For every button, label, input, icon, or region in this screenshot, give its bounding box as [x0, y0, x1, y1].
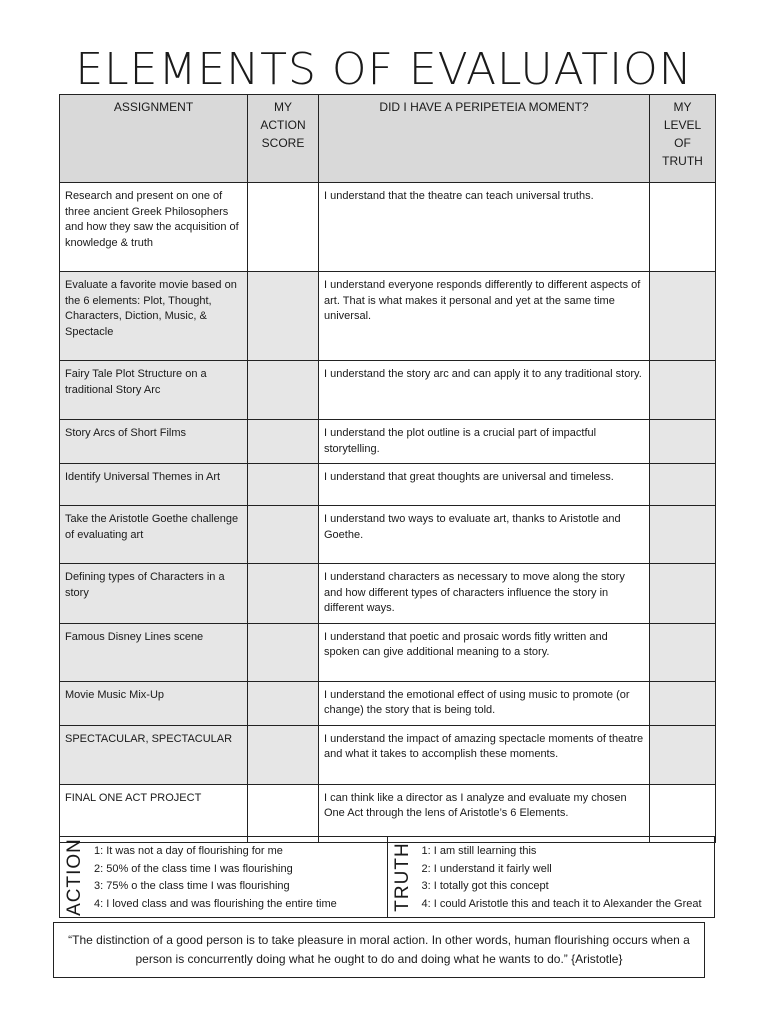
- truth-level-field[interactable]: [650, 623, 716, 681]
- legend-item: 2: 50% of the class time I was flourishing: [94, 862, 293, 875]
- action-score-field[interactable]: [248, 623, 319, 681]
- table-row: [60, 464, 716, 506]
- table-row: [60, 623, 716, 681]
- truth-level-field[interactable]: [650, 725, 716, 784]
- assignment-cell: Identify Universal Themes in Art: [60, 464, 248, 506]
- assignment-cell: Evaluate a favorite movie based on the 6 elements: Plot, Thought, Characters, Diction, Music, & Spectacle: [60, 272, 248, 361]
- assignment-cell: Take the Aristotle Goethe challenge of evaluating art: [60, 506, 248, 564]
- moment-cell: I understand that great thoughts are universal and timeless.: [319, 464, 650, 506]
- aristotle-quote: “The distinction of a good person is to take pleasure in moral action. In other words, human flourishing occurs when a person is concurrently doing what he ought to do and doing what he wants to do.” {Aristotle}: [53, 922, 705, 978]
- action-score-field[interactable]: [248, 564, 319, 624]
- action-legend: [60, 837, 388, 917]
- moment-cell: I understand the plot outline is a crucial part of impactful storytelling.: [319, 420, 650, 464]
- truth-level-field[interactable]: [650, 420, 716, 464]
- truth-level-field[interactable]: [650, 272, 716, 361]
- action-score-field[interactable]: [248, 464, 319, 506]
- table-row: [60, 564, 716, 624]
- truth-level-field[interactable]: [650, 681, 716, 725]
- header-assignment: ASSIGNMENT: [60, 95, 248, 183]
- header-action-score: MY ACTION SCORE: [248, 95, 319, 183]
- legend-item: 4: I loved class and was flourishing the entire time: [94, 897, 337, 910]
- legend-item: 3: I totally got this concept: [421, 880, 549, 892]
- assignment-cell: Movie Music Mix-Up: [60, 681, 248, 725]
- action-legend-list: [90, 837, 337, 917]
- table-header-row: [60, 95, 716, 183]
- truth-legend-list: [418, 837, 702, 917]
- truth-legend-label: TRUTH: [391, 842, 413, 912]
- moment-cell: I understand two ways to evaluate art, thanks to Aristotle and Goethe.: [319, 506, 650, 564]
- assignment-cell: Research and present on one of three ancient Greek Philosophers and how they saw the acquisition of knowledge & truth: [60, 183, 248, 272]
- truth-level-field[interactable]: [650, 784, 716, 842]
- table-row: [60, 784, 716, 842]
- moment-cell: I understand characters as necessary to move along the story and how different types of characters influence the story in different ways.: [319, 564, 650, 624]
- truth-level-field[interactable]: [650, 564, 716, 624]
- truth-level-field[interactable]: [650, 183, 716, 272]
- action-score-field[interactable]: [248, 725, 319, 784]
- action-score-field[interactable]: [248, 361, 319, 420]
- evaluation-table: [59, 94, 716, 843]
- truth-level-field[interactable]: [650, 361, 716, 420]
- table-row: [60, 183, 716, 272]
- moment-cell: I understand the emotional effect of using music to promote (or change) the story that is being told.: [319, 681, 650, 725]
- assignment-cell: Famous Disney Lines scene: [60, 623, 248, 681]
- table-row: [60, 420, 716, 464]
- moment-cell: I understand the impact of amazing spectacle moments of theatre and what it takes to accomplish these moments.: [319, 725, 650, 784]
- legend-item: 3: 75% o the class time I was flourishing: [94, 880, 290, 892]
- moment-cell: I can think like a director as I analyze and evaluate my chosen One Act through the lens of Aristotle’s 6 Elements.: [319, 784, 650, 842]
- page-title: ELEMENTS OF EVALUATION: [75, 44, 693, 95]
- truth-legend: [388, 837, 715, 917]
- table-row: [60, 681, 716, 725]
- legend-item: 2: I understand it fairly well: [421, 862, 552, 875]
- score-legend: [59, 836, 715, 918]
- table-row: [60, 272, 716, 361]
- action-score-field[interactable]: [248, 784, 319, 842]
- header-peripeteia: DID I HAVE A PERIPETEIA MOMENT?: [319, 95, 650, 183]
- action-score-field[interactable]: [248, 506, 319, 564]
- truth-level-field[interactable]: [650, 464, 716, 506]
- table-row: [60, 506, 716, 564]
- header-truth: MY LEVEL OF TRUTH: [650, 95, 716, 183]
- assignment-cell: Defining types of Characters in a story: [60, 564, 248, 624]
- moment-cell: I understand that poetic and prosaic words fitly written and spoken can give additional meaning to a story.: [319, 623, 650, 681]
- assignment-cell: Story Arcs of Short Films: [60, 420, 248, 464]
- table-row: [60, 361, 716, 420]
- legend-item: 1: I am still learning this: [421, 845, 537, 857]
- action-score-field[interactable]: [248, 420, 319, 464]
- moment-cell: I understand everyone responds differently to different aspects of art. That is what makes it personal and yet at the same time universal.: [319, 272, 650, 361]
- moment-cell: I understand that the theatre can teach universal truths.: [319, 183, 650, 272]
- table-row: [60, 725, 716, 784]
- legend-item: 4: I could Aristotle this and teach it to Alexander the Great: [421, 897, 702, 910]
- assignment-cell: FINAL ONE ACT PROJECT: [60, 784, 248, 842]
- action-score-field[interactable]: [248, 272, 319, 361]
- legend-item: 1: It was not a day of flourishing for me: [94, 845, 283, 857]
- moment-cell: I understand the story arc and can apply it to any traditional story.: [319, 361, 650, 420]
- truth-level-field[interactable]: [650, 506, 716, 564]
- assignment-cell: SPECTACULAR, SPECTACULAR: [60, 725, 248, 784]
- assignment-cell: Fairy Tale Plot Structure on a traditional Story Arc: [60, 361, 248, 420]
- action-score-field[interactable]: [248, 183, 319, 272]
- action-score-field[interactable]: [248, 681, 319, 725]
- action-legend-label: ACTION: [64, 838, 85, 916]
